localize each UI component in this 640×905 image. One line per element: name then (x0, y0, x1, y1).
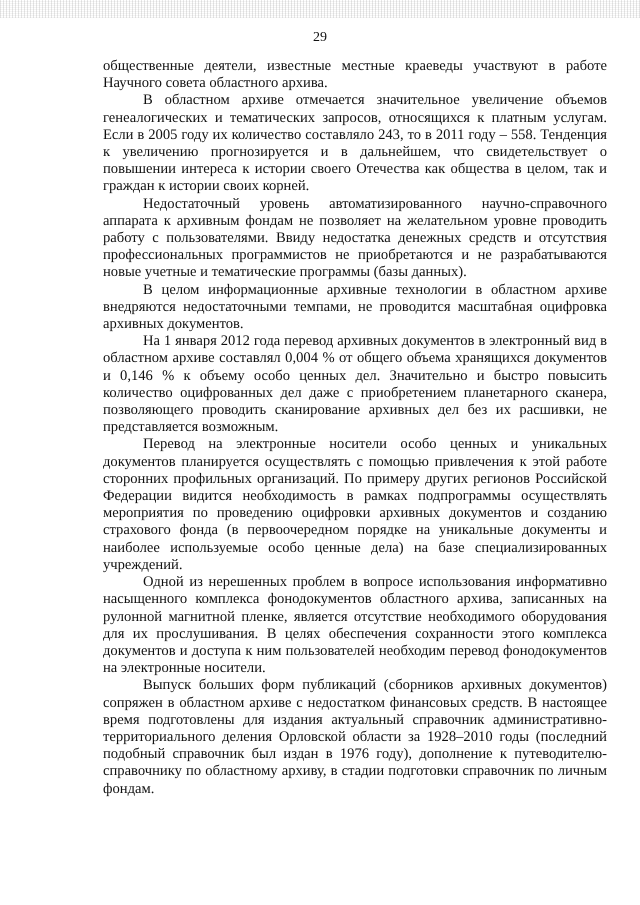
paragraph-continuation: общественные деятели, известные местные краеведы участвуют в работе Научного совета областного архива. (103, 58, 607, 92)
paragraph-digitization-status: На 1 января 2012 года перевод архивных документов в электронный вид в областном архиве составлял 0,004 % от общего объема хранящихся документов и 0,146 % к объему особо ценных дел. Значительно и быстро повысить количество оцифрованных дел даже с приобретением планетарного сканера, позволяющего проводить сканирование архивных дел без их расшивки, не представляется возможным. (103, 333, 607, 436)
scan-noise-strip (0, 0, 640, 18)
paragraph-publications: Выпуск больших форм публикаций (сборников архивных документов) сопряжен в областном архиве с недостатком финансовых средств. В настоящее время подготовлены для издания актуальный справочник административно-территориального деления Орловской области за 1928–2010 годы (последний подобный справочник был издан в 1976 году), дополнение к путеводителю-справочнику по областному архиву, в стадии подготовки справочник по личным фондам. (103, 677, 607, 797)
paragraph-requests-growth: В областном архиве отмечается значительное увеличение объемов генеалогических и тематических запросов, относящихся к платным услугам. Если в 2005 году их количество составляло 243, то в 2011 году – 558. Тенденция к увеличению прогнозируется и в дальнейшем, что свидетельствует о повышении интереса к истории своего Отечества как общества в целом, так и граждан к истории своих корней. (103, 92, 607, 195)
paragraph-phonodocuments: Одной из нерешенных проблем в вопросе использования информативно насыщенного комплекса фонодокументов областного архива, записанных на рулонной магнитной пленке, является отсутствие необходимого оборудования для их прослушивания. В целях обеспечения сохранности этого комплекса документов и доступа к ним пользователей необходим перевод фонодокументов на электронные носители. (103, 574, 607, 677)
paragraph-information-technologies: В целом информационные архивные технологии в областном архиве внедряются недостаточными темпами, не проводится масштабная оцифровка архивных документов. (103, 281, 607, 333)
paragraph-reference-apparatus: Недостаточный уровень автоматизированного научно-справочного аппарата к архивным фондам не позволяет на желательном уровне проводить работу с пользователями. Ввиду недостатка денежных средств и отсутствия профессиональных программистов не приобретаются и не разрабатываются новые учетные и тематические программы (базы данных). (103, 195, 607, 281)
page-number: 29 (313, 30, 327, 45)
document-body (103, 58, 607, 798)
paragraph-electronic-transfer: Перевод на электронные носители особо ценных и уникальных документов планируется осуществлять с помощью привлечения к этой работе сторонних профильных организаций. По примеру других регионов Российской Федерации видится необходимость в рамках подпрограммы осуществлять мероприятия по проведению оцифровки архивных документов и созданию страхового фонда (в первоочередном порядке на уникальные документы и наиболее используемые особо ценные дела) на базе специализированных учреждений. (103, 436, 607, 573)
